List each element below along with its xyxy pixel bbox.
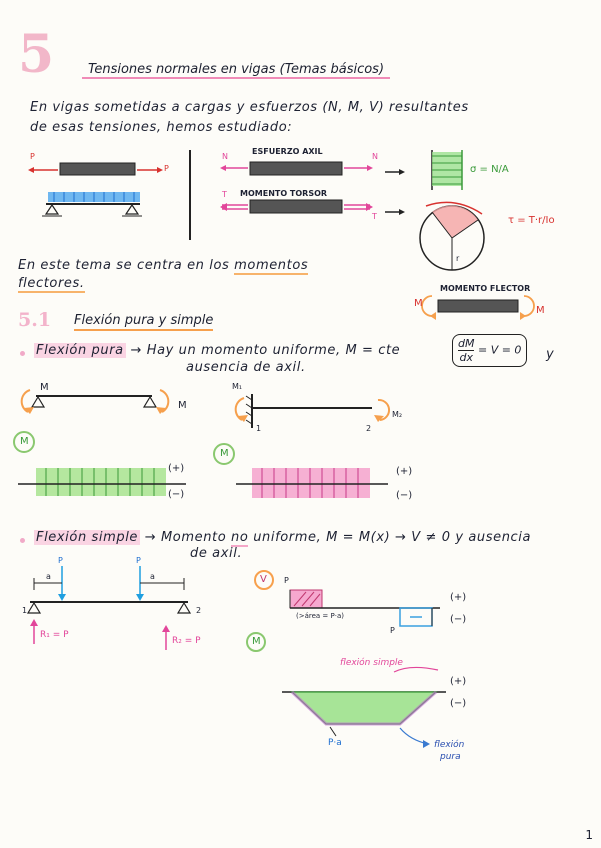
- simple-circle-v: V: [260, 574, 267, 585]
- pure-m2: M₂: [392, 410, 403, 419]
- pure-sign-pos-left: (+): [168, 463, 185, 474]
- simple-node-2: 2: [196, 606, 202, 615]
- pure-node-1: 1: [256, 424, 262, 433]
- torsion-t-right: T: [372, 212, 377, 221]
- torsion-t-left: T: [222, 190, 227, 199]
- simple-dim-a2: a: [150, 572, 155, 581]
- pure-circle-m-right: M: [220, 448, 229, 459]
- simple-desc-a: → Momento: [144, 530, 227, 545]
- torsion-label: MOMENTO TORSOR: [240, 189, 328, 198]
- load-p-left: P: [30, 152, 35, 161]
- shear-p-bottom: P: [390, 626, 395, 635]
- focus-line-2-text: flectores.: [18, 276, 85, 291]
- simple-bending-line-2: de axil.: [190, 546, 243, 561]
- simple-node-1: 1: [22, 606, 28, 615]
- focus-keyword: momentos: [234, 258, 309, 273]
- deriv-den: dx: [459, 351, 473, 364]
- shear-area-note: (>área = P·a): [296, 612, 344, 620]
- simple-load-p1: P: [58, 556, 63, 565]
- intro-line-2: de esas tensiones, hemos estudiado:: [30, 120, 293, 135]
- simple-reaction-1: R₁ = P: [40, 630, 69, 640]
- page-number: 1: [585, 828, 593, 842]
- chapter-title: Tensiones normales en vigas (Temas básicos): [82, 62, 390, 79]
- pure-sign-pos-right: (+): [396, 466, 413, 477]
- simple-sign-neg-v: (−): [450, 614, 467, 625]
- simple-dim-a1: a: [46, 572, 51, 581]
- bending-label: MOMENTO FLECTOR: [440, 284, 531, 293]
- simple-desc-b: uniforme, M = M(x) → V ≠ 0 y ausencia: [253, 530, 532, 545]
- deriv-num: dM: [458, 337, 475, 350]
- pure-m-left: M: [40, 382, 49, 393]
- load-p-right: P: [164, 164, 169, 173]
- sigma-formula: σ = N/A: [470, 164, 509, 175]
- pure-sign-neg-left: (−): [168, 489, 185, 500]
- deriv-rest: = V = 0: [477, 343, 522, 357]
- pure-bending-desc: → Hay un momento uniforme, M = cte: [130, 343, 401, 358]
- focus-line-1-a: En este tema se centra en los: [18, 258, 230, 273]
- pure-circle-m-left: M: [20, 436, 29, 447]
- axial-label: ESFUERZO AXIL: [252, 147, 323, 156]
- pure-m1: M₁: [232, 382, 243, 391]
- simple-circle-m: M: [252, 636, 261, 647]
- annot-flexion-pura-1: flexión: [434, 740, 465, 750]
- pure-bending-end: y: [546, 347, 555, 362]
- annot-flexion-pura-2: pura: [440, 752, 461, 762]
- axial-n-right: N: [372, 152, 378, 161]
- moment-value: P·a: [328, 738, 342, 748]
- bending-m-right: M: [536, 305, 545, 316]
- pure-m-right: M: [178, 400, 187, 411]
- tau-formula: τ = T·r/Io: [508, 215, 555, 226]
- intro-line-1: En vigas sometidas a cargas y esfuerzos (N, M, V) resultantes: [30, 100, 469, 115]
- axial-n-left: N: [222, 152, 228, 161]
- shear-p-top: P: [284, 576, 289, 585]
- pure-bending-line-2: ausencia de axil.: [186, 360, 306, 375]
- annot-flexion-simple: flexión simple: [340, 658, 403, 668]
- chapter-number: 5: [18, 24, 55, 85]
- simple-sign-pos-v: (+): [450, 592, 467, 603]
- section-number: 5.1: [18, 309, 52, 331]
- simple-sign-pos-m: (+): [450, 676, 467, 687]
- simple-sign-neg-m: (−): [450, 698, 467, 709]
- bending-m-left: M: [414, 298, 423, 309]
- section-title: Flexión pura y simple: [74, 313, 213, 331]
- simple-load-p2: P: [136, 556, 141, 565]
- simple-desc-no: no: [231, 530, 249, 545]
- radius-label: r: [456, 254, 460, 263]
- simple-reaction-2: R₂ = P: [172, 636, 201, 646]
- pure-bending-term: Flexión pura: [36, 343, 124, 358]
- pure-node-2: 2: [366, 424, 372, 433]
- simple-bending-term: Flexión simple: [36, 530, 139, 545]
- pure-sign-neg-right: (−): [396, 490, 413, 501]
